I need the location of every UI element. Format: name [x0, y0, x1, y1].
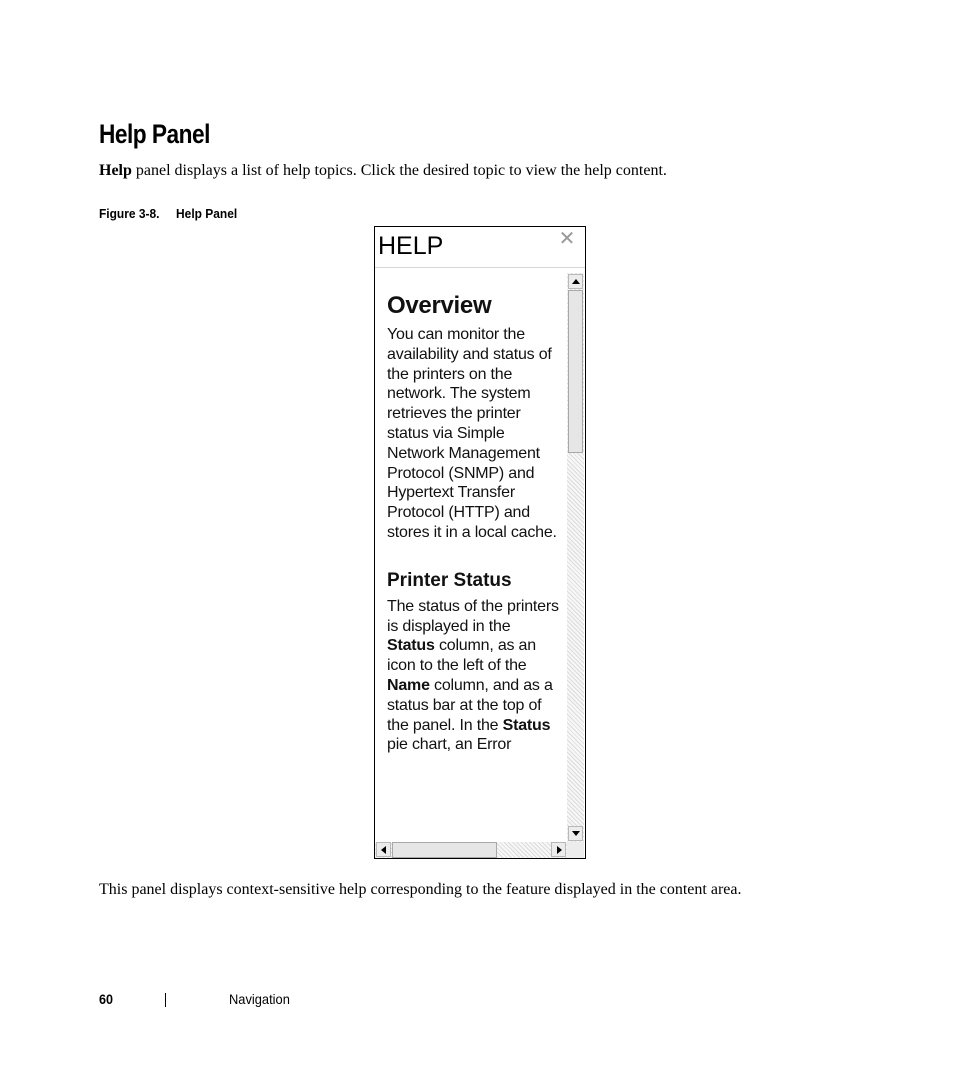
- help-text-fragment: The status of the printers is displayed in the: [387, 597, 559, 635]
- help-panel: [374, 226, 586, 859]
- help-section-text-printer-status: [387, 597, 562, 755]
- help-text-fragment: column, and as a status bar at the top of the panel. In the: [387, 676, 553, 734]
- figure-label: Figure 3-8.: [99, 206, 160, 221]
- scroll-down-button[interactable]: [568, 826, 583, 841]
- page-heading: Help Panel: [99, 119, 210, 149]
- help-text-fragment: column, as an icon to the left of the: [387, 637, 536, 675]
- help-panel-title: HELP: [378, 232, 444, 260]
- help-section-heading-printer-status: Printer Status: [387, 569, 512, 591]
- intro-text: panel displays a list of help topics. Click the desired topic to view the help content.: [131, 162, 667, 179]
- intro-bold-term: Help: [99, 162, 132, 179]
- scroll-right-button[interactable]: [551, 842, 566, 857]
- page-number: 60: [99, 991, 114, 1007]
- scrollbar-corner: [567, 842, 584, 858]
- figure-title: Help Panel: [176, 206, 238, 221]
- scroll-up-button[interactable]: [568, 274, 583, 289]
- arrow-up-icon: [572, 279, 580, 284]
- help-bold-term: Name: [387, 676, 430, 694]
- outro-paragraph: This panel displays context-sensitive help corresponding to the feature displayed in the content area.: [99, 881, 742, 898]
- vertical-scrollbar[interactable]: [567, 273, 584, 842]
- close-icon[interactable]: ✕: [558, 226, 576, 250]
- help-section-heading-overview: Overview: [387, 292, 492, 319]
- help-bold-term: Status: [502, 716, 551, 734]
- help-section-text-overview: You can monitor the availability and status of the printers on the network. The system retrieves the printer status via Simple Network Management Protocol (SNMP) and Hypertext Transfer Protocol (HTTP) and stores it in a local cache.: [387, 326, 557, 541]
- horizontal-scroll-thumb[interactable]: [392, 842, 497, 858]
- arrow-left-icon: [381, 846, 386, 854]
- footer-divider: [165, 993, 166, 1007]
- help-text-fragment: pie chart, an Error: [387, 736, 512, 754]
- help-content-area[interactable]: [375, 273, 566, 842]
- vertical-scroll-thumb[interactable]: [568, 290, 583, 453]
- arrow-down-icon: [572, 831, 580, 836]
- arrow-right-icon: [557, 846, 562, 854]
- footer-section-title: Navigation: [229, 991, 290, 1007]
- intro-paragraph: [99, 160, 667, 182]
- scroll-left-button[interactable]: [376, 842, 391, 857]
- horizontal-scrollbar[interactable]: [375, 842, 567, 858]
- help-bold-term: Status: [387, 637, 435, 655]
- figure-caption: [99, 205, 237, 223]
- title-divider: [375, 267, 585, 268]
